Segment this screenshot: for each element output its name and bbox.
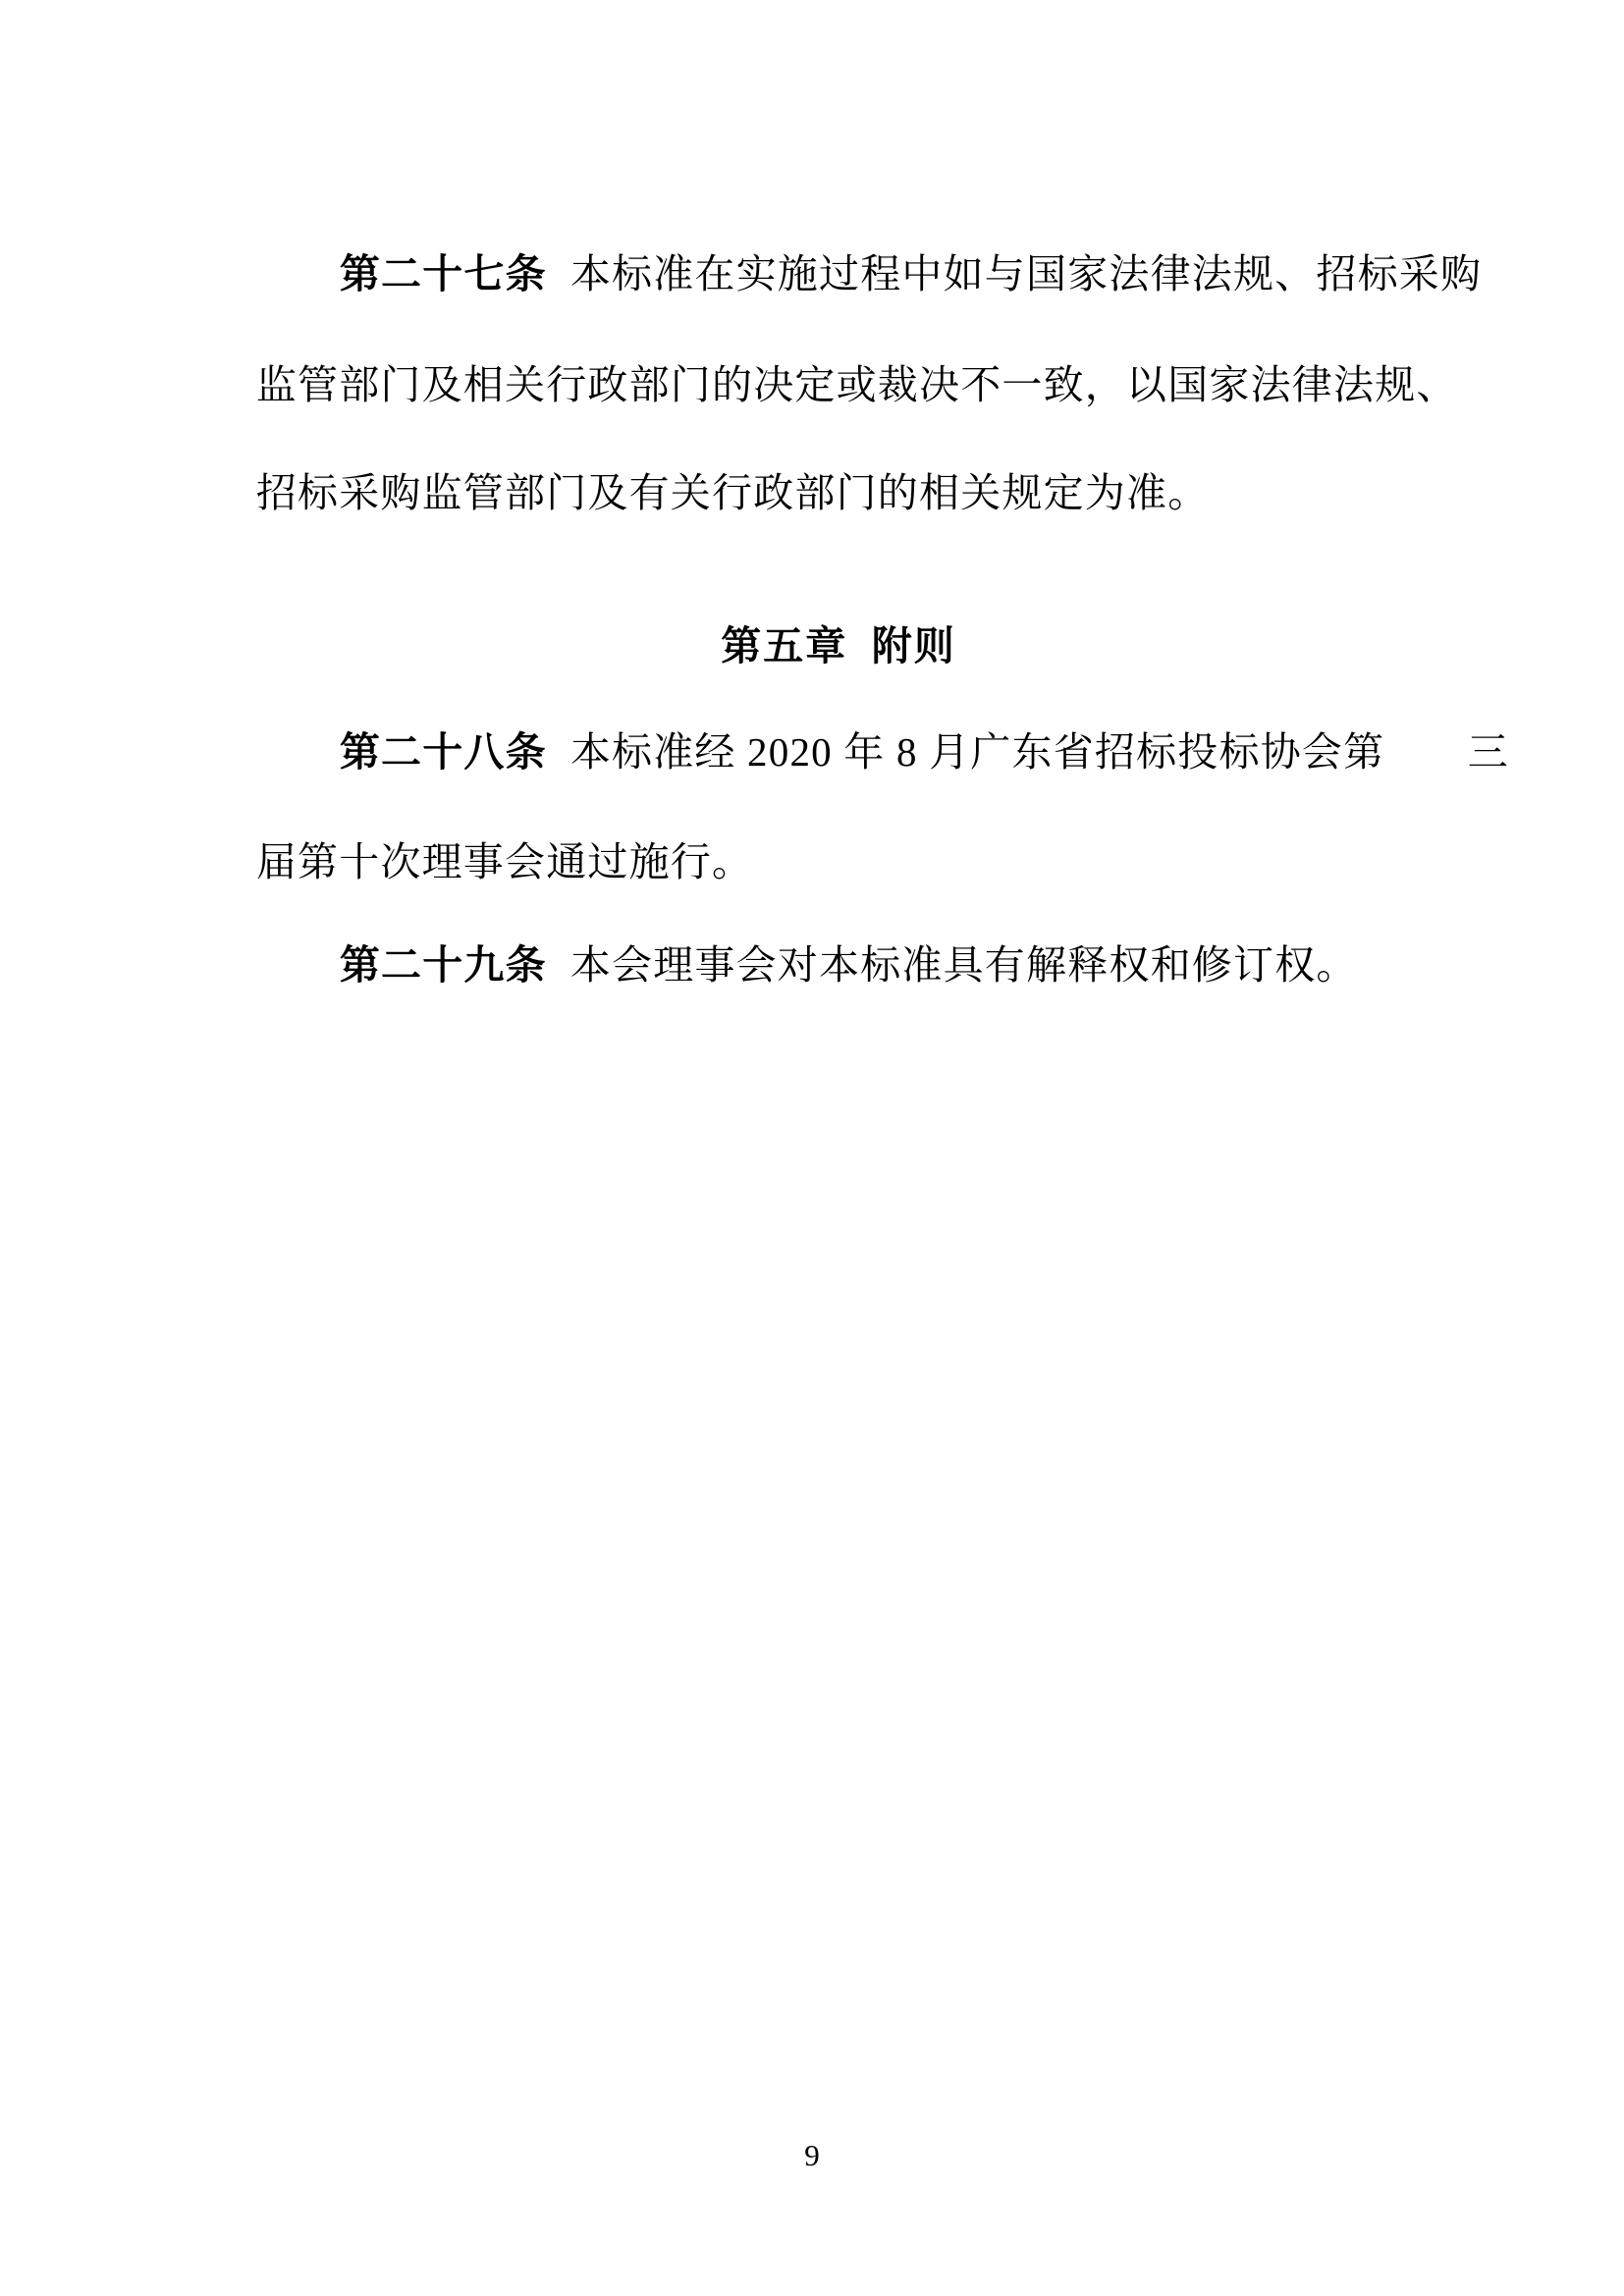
- article29-line1-text: 本会理事会对本标准具有解释权和修订权。: [569, 942, 1358, 988]
- article28-number: 第二十八条: [339, 729, 547, 774]
- article27-line2-text: 监管部门及相关行政部门的决定或裁决不一致，以国家法律法规、: [255, 362, 1458, 407]
- article28-line1-text: 本标准经 2020 年 8 月广东省招标投标协会第 三: [569, 729, 1509, 774]
- page-number: 9: [804, 2138, 820, 2172]
- article28-line2-text: 届第十次理事会通过施行。: [255, 839, 754, 884]
- article27-number: 第二十七条: [339, 251, 547, 296]
- chapter5-title: 第五章 附则: [721, 623, 956, 668]
- article27-line1-text: 本标准在实施过程中如与国家法律法规、招标采购: [569, 251, 1483, 296]
- article29-number: 第二十九条: [339, 942, 547, 988]
- article27-line3-text: 招标采购监管部门及有关行政部门的相关规定为准。: [255, 470, 1210, 515]
- article29-line1: [211, 894, 1418, 1036]
- article27-line3: [211, 422, 1418, 563]
